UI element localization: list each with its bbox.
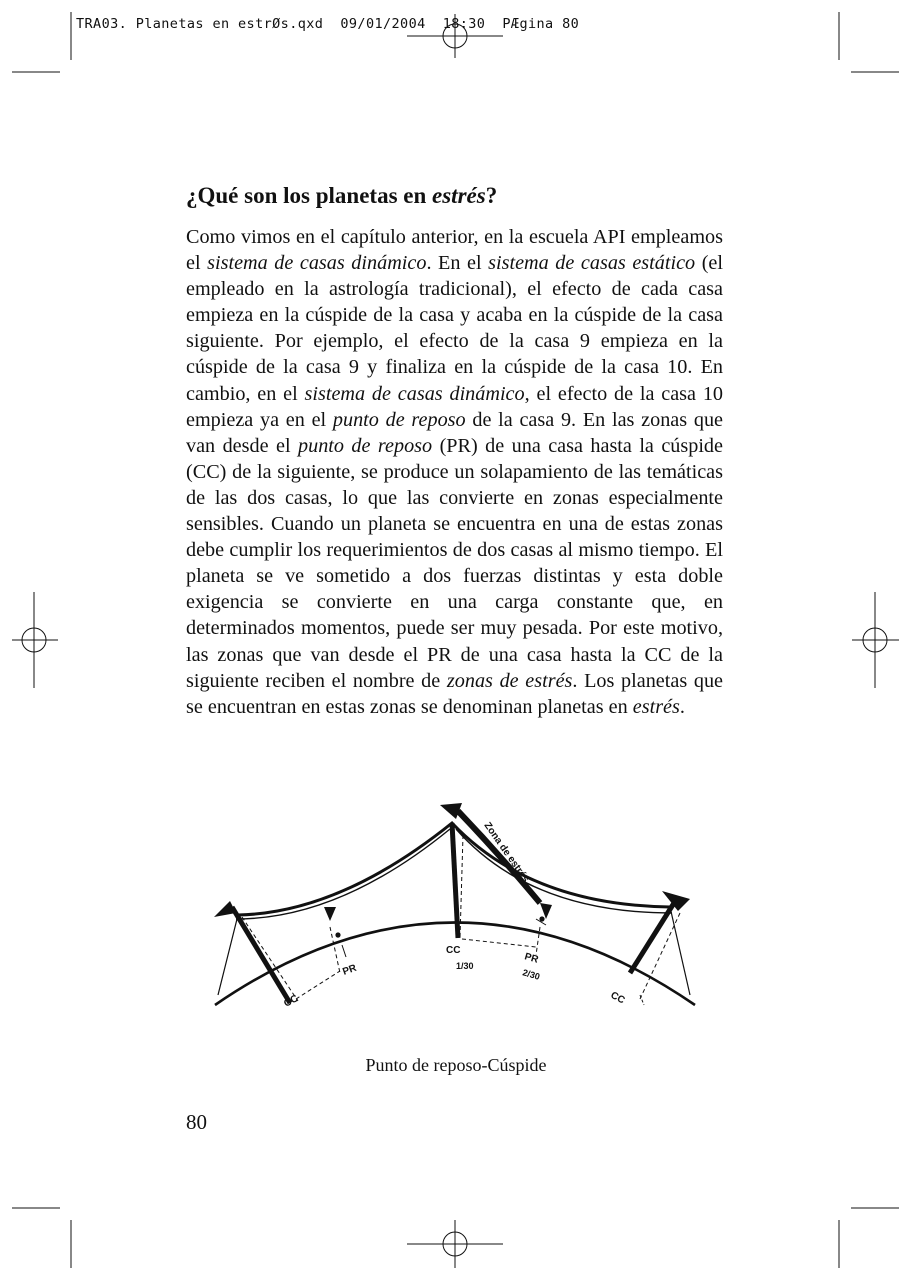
label-frac-right: 2/30 xyxy=(521,967,542,982)
zone-label: Zona de estrés xyxy=(481,820,532,885)
paragraph-run: . Los planetas que se encuentran en estas zonas se denominan planetas en xyxy=(186,669,724,718)
paragraph-run: . En el xyxy=(426,252,489,275)
heading-suffix: ? xyxy=(485,183,498,208)
paragraph-italic-run: sistema de casas estático xyxy=(488,252,696,275)
paragraph-italic-run: sistema de casas dinámico xyxy=(207,252,427,275)
cusp-right xyxy=(670,907,690,995)
figure-caption: Punto de reposo-Cúspide xyxy=(365,1055,547,1075)
label-cc-right: CC xyxy=(608,989,627,1007)
label-frac-center: 1/30 xyxy=(456,961,474,971)
slug-line: TRA03. Planetas en estrØs.qxd 09/01/2004 18:30 PÆgina 80 xyxy=(76,16,580,32)
stress-zone-band xyxy=(458,811,540,903)
paragraph-italic-run: zonas de estrés xyxy=(446,669,573,692)
paragraph-run: Como vimos en el capítulo anterior, en la escuela API empleamos el xyxy=(186,226,723,275)
paragraph-run: (PR) de una casa hasta la cúspide (CC) de la siguiente, se produce un solapamiento de las temáticas de las dos casas, lo que las convierte en zonas especialmente sensibles. Cuando un planeta se encuentra en una de estas zonas debe cumplir los requerimientos de dos casas al mismo tiempo. El planeta se ve sometido a dos fuerzas distintas y esta doble exigencia se convierte en una carga constante que, en determinados momentos, puede ser muy pesada. Por este motivo, las zonas que van desde el PR de una casa hasta la CC de la siguiente reciben el nombre de xyxy=(186,434,723,692)
paragraph-italic-run: punto de reposo xyxy=(298,434,433,457)
stress-zone-diagram xyxy=(200,795,710,1020)
label-pr-left: PR xyxy=(341,962,359,978)
label-cc-center: CC xyxy=(446,945,461,956)
cusp-left xyxy=(218,915,238,995)
paragraph-italic-run: punto de reposo xyxy=(332,408,466,431)
section-heading xyxy=(186,183,746,209)
paragraph-run: (el empleado en la astrología tradicional), el efecto de cada casa empieza en la cúspide de la casa y acaba en la cúspide de la casa siguiente. Por ejemplo, el efecto de la casa 9 empieza en la cúspide de la casa 9 y finaliza en la cúspide de la casa 10. En cambio, en el xyxy=(186,252,723,405)
paragraph-italic-run: sistema de casas dinámico xyxy=(304,382,525,405)
paragraph-italic-run: estrés xyxy=(632,695,680,718)
paragraph-run: . xyxy=(679,695,685,718)
label-pr-right: PR xyxy=(523,951,540,966)
body-paragraph xyxy=(186,224,723,720)
page-number: 80 xyxy=(186,1110,207,1134)
label-cc-left: CC xyxy=(282,993,301,1010)
paragraph-run: , el efecto de la casa 10 empieza ya en el xyxy=(186,382,724,431)
paragraph-run: de la casa 9. En las zonas que van desde el xyxy=(186,408,723,457)
heading-italic: estrés xyxy=(432,183,486,208)
zodiac-arc xyxy=(215,923,695,1006)
heading-prefix: ¿Qué son los planetas en xyxy=(186,183,433,208)
